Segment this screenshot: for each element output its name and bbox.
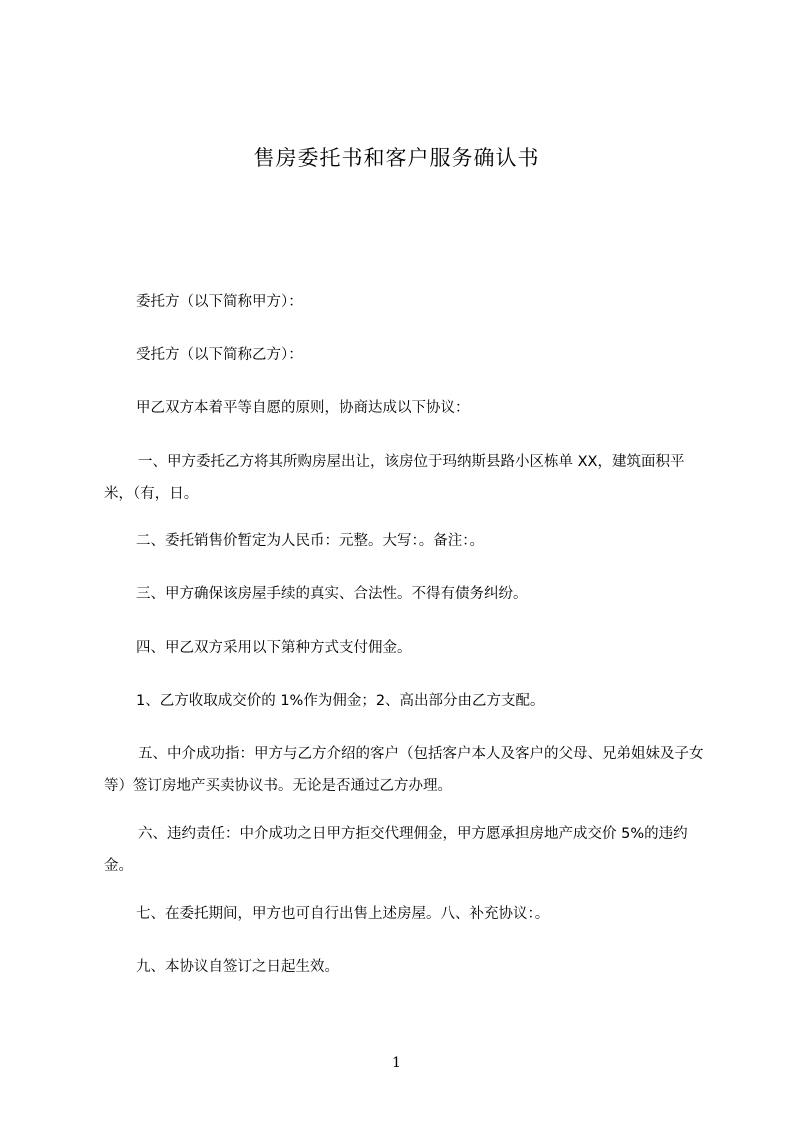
paragraph-commission: 1、乙方收取成交价的 1%作为佣金；2、高出部分由乙方支配。 bbox=[136, 693, 545, 709]
paragraph-clause-3: 三、甲方确保该房屋手续的真实、合法性。不得有债务纠纷。 bbox=[136, 586, 528, 602]
paragraph-clause-4: 四、甲乙双方采用以下第种方式支付佣金。 bbox=[136, 640, 412, 656]
paragraph-principal: 委托方（以下简称甲方）： bbox=[136, 294, 303, 310]
paragraph-preamble: 甲乙双方本着平等自愿的原则，协商达成以下协议： bbox=[136, 400, 470, 416]
paragraph-clause-7-8: 七、在委托期间，甲方也可自行出售上述房屋。八、补充协议：。 bbox=[136, 906, 550, 922]
paragraph-clause-9: 九、本协议自签订之日起生效。 bbox=[136, 959, 339, 975]
paragraph-agent: 受托方（以下简称乙方）： bbox=[136, 347, 303, 363]
paragraph-clause-5: 五、中介成功指：甲方与乙方介绍的客户（包括客户本人及客户的父母、兄弟姐妹及子女等）签订房地产买卖协议书。无论是否通过乙方办理。 bbox=[104, 746, 704, 794]
paragraph-clause-2: 二、委托销售价暂定为人民币：元整。大写：。备注：。 bbox=[136, 533, 484, 549]
paragraph-clause-1: 一、甲方委托乙方将其所购房屋出让，该房位于玛纳斯县路小区栋单 XX，建筑面积平米，（有，日。 bbox=[104, 454, 685, 502]
document-title: 售房委托书和客户服务确认书 bbox=[253, 146, 540, 170]
page-number: 1 bbox=[392, 1055, 401, 1071]
paragraph-clause-6: 六、违约责任：中介成功之日甲方拒交代理佣金，甲方愿承担房地产成交价 5%的违约金。 bbox=[104, 826, 688, 874]
